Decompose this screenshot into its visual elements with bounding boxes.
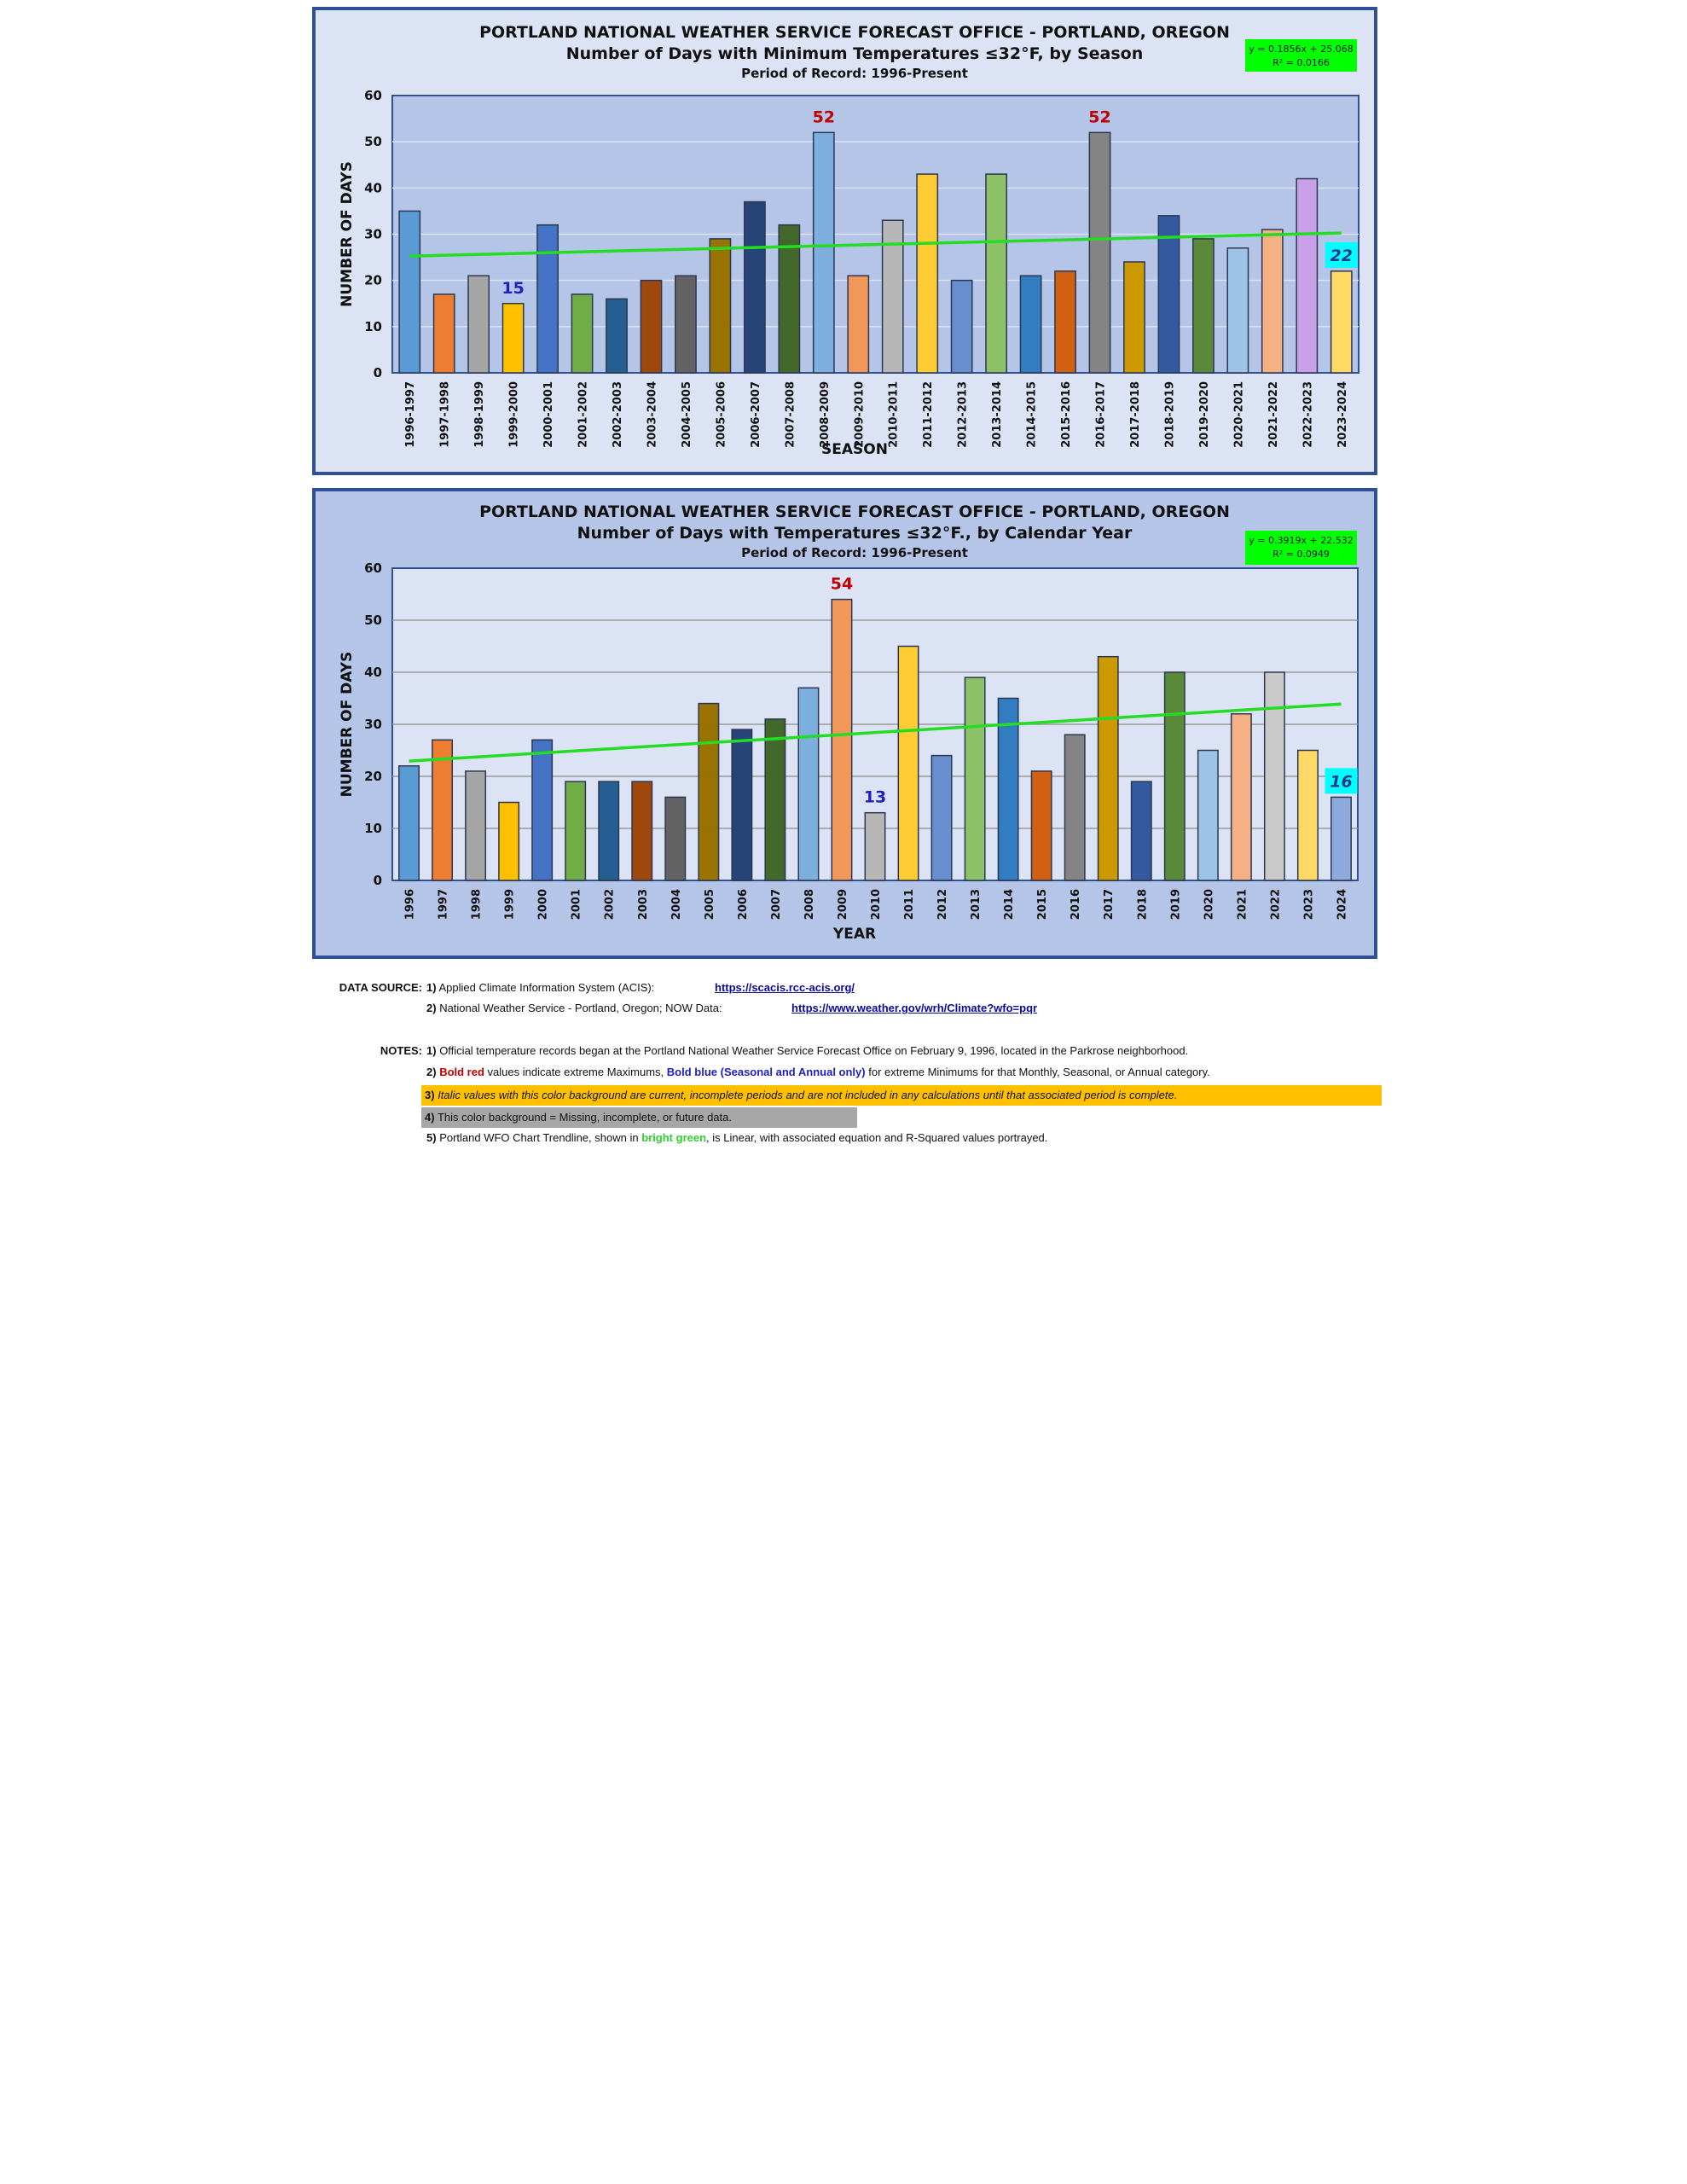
bar-2011 bbox=[898, 647, 918, 881]
bar-2006-2007 bbox=[745, 202, 765, 373]
x-tick-label: 2022-2023 bbox=[1301, 381, 1315, 448]
chart-period-of-record: Period of Record: 1996-Present bbox=[741, 66, 968, 81]
note2-end: for extreme Minimums for that Monthly, Seasonal, or Annual category. bbox=[865, 1066, 1210, 1078]
x-tick-label: 2012-2013 bbox=[956, 381, 970, 448]
bar-2023-2024 bbox=[1331, 271, 1352, 373]
x-tick-label: 1998 bbox=[470, 889, 484, 921]
bar-2016 bbox=[1064, 735, 1084, 880]
x-tick-label: 1996 bbox=[403, 889, 417, 921]
bar-2001-2002 bbox=[571, 294, 592, 373]
bar-2002-2003 bbox=[606, 299, 627, 373]
y-tick-label: 40 bbox=[364, 180, 382, 196]
x-tick-label: 2002-2003 bbox=[612, 381, 625, 448]
value-label-1999-2000: 15 bbox=[501, 278, 525, 298]
note-row-4 bbox=[421, 1107, 857, 1128]
bar-2015 bbox=[1031, 771, 1051, 880]
x-tick-label: 2021 bbox=[1236, 889, 1249, 921]
y-tick-label: 10 bbox=[364, 318, 382, 334]
x-tick-label: 2018-2019 bbox=[1163, 381, 1177, 448]
y-tick-label: 0 bbox=[373, 365, 382, 380]
bar-2013 bbox=[965, 677, 984, 880]
x-tick-label: 2014-2015 bbox=[1025, 381, 1039, 448]
bar-2008-2009 bbox=[814, 132, 834, 373]
bar-2013-2014 bbox=[986, 174, 1006, 373]
bar-2000-2001 bbox=[537, 225, 558, 373]
chart-subtitle: Number of Days with Temperatures ≤32°F., by Calendar Year bbox=[577, 524, 1133, 543]
bar-2000 bbox=[532, 740, 552, 880]
x-tick-label: 2013 bbox=[970, 889, 983, 921]
x-tick-label: 2009-2010 bbox=[853, 381, 867, 448]
x-tick-label: 2020-2021 bbox=[1232, 381, 1246, 448]
x-tick-label: 2006-2007 bbox=[749, 381, 762, 448]
note1-number: 1) bbox=[426, 1044, 437, 1057]
y-tick-label: 20 bbox=[364, 272, 382, 288]
x-tick-label: 2010 bbox=[870, 889, 883, 921]
note3-number: 3) bbox=[425, 1089, 435, 1101]
x-tick-label: 2006 bbox=[736, 889, 750, 921]
x-tick-label: 2000 bbox=[536, 889, 550, 921]
annual-chart-panel bbox=[312, 488, 1377, 959]
chart-title: PORTLAND NATIONAL WEATHER SERVICE FORECAST OFFICE - PORTLAND, OREGON bbox=[479, 502, 1230, 521]
bar-2002 bbox=[599, 781, 618, 880]
y-axis-label: NUMBER OF DAYS bbox=[339, 161, 356, 307]
bar-1996 bbox=[399, 766, 419, 880]
source1-text: Applied Climate Information System (ACIS): bbox=[438, 981, 655, 994]
x-tick-label: 2017-2018 bbox=[1128, 381, 1142, 448]
x-axis-label: SEASON bbox=[821, 441, 888, 458]
bar-2016-2017 bbox=[1089, 132, 1110, 373]
x-tick-label: 2009 bbox=[836, 889, 849, 921]
note5-number: 5) bbox=[426, 1131, 437, 1144]
source1-number: 1) bbox=[426, 981, 437, 994]
x-tick-label: 1997 bbox=[437, 889, 450, 921]
bar-2017 bbox=[1099, 657, 1118, 880]
x-tick-label: 1996-1997 bbox=[404, 381, 418, 448]
value-label-2023-2024: 22 bbox=[1330, 246, 1353, 265]
x-tick-label: 2007-2008 bbox=[784, 381, 797, 448]
bar-1999 bbox=[499, 803, 519, 881]
y-tick-label: 60 bbox=[364, 561, 382, 576]
note5-text-b: , is Linear, with associated equation and R-Squared values portrayed. bbox=[706, 1131, 1048, 1144]
x-tick-label: 2008 bbox=[803, 889, 816, 921]
chart-period-of-record: Period of Record: 1996-Present bbox=[741, 545, 968, 561]
bar-1997-1998 bbox=[434, 294, 455, 373]
x-tick-label: 2005-2006 bbox=[715, 381, 728, 448]
x-tick-label: 1999-2000 bbox=[507, 381, 521, 448]
x-tick-label: 2019 bbox=[1169, 889, 1183, 921]
note2-number: 2) bbox=[426, 1066, 437, 1078]
x-tick-label: 2008-2009 bbox=[818, 381, 832, 448]
y-tick-label: 30 bbox=[364, 226, 382, 242]
bar-2022 bbox=[1265, 672, 1284, 880]
bar-2005-2006 bbox=[710, 239, 730, 373]
acis-link[interactable]: https://scacis.rcc-acis.org/ bbox=[715, 981, 855, 994]
bar-2009 bbox=[832, 600, 851, 880]
x-tick-label: 2015-2016 bbox=[1060, 381, 1074, 448]
trendline-equation: y = 0.3919x + 22.532 bbox=[1249, 535, 1354, 546]
bar-2012 bbox=[931, 756, 951, 880]
x-tick-label: 1997-1998 bbox=[438, 381, 452, 448]
bar-2020 bbox=[1198, 751, 1218, 881]
bar-2004 bbox=[665, 797, 685, 880]
source2-text: National Weather Service - Portland, Oregon; NOW Data: bbox=[439, 1002, 722, 1014]
bar-2005 bbox=[699, 704, 718, 880]
bar-2001 bbox=[565, 781, 585, 880]
bar-1998-1999 bbox=[468, 276, 489, 373]
x-tick-label: 2022 bbox=[1269, 889, 1283, 921]
y-tick-label: 60 bbox=[364, 88, 382, 103]
x-tick-label: 2013-2014 bbox=[991, 381, 1005, 448]
x-tick-label: 2010-2011 bbox=[887, 381, 901, 448]
y-axis-label: NUMBER OF DAYS bbox=[339, 651, 356, 798]
x-tick-label: 2016 bbox=[1070, 889, 1083, 921]
x-tick-label: 2003-2004 bbox=[646, 381, 659, 448]
bar-2019 bbox=[1165, 672, 1185, 880]
x-tick-label: 2023-2024 bbox=[1336, 381, 1349, 448]
bar-2018-2019 bbox=[1158, 216, 1179, 373]
note-row-3 bbox=[421, 1085, 1382, 1106]
value-label-2008-2009: 52 bbox=[812, 107, 836, 127]
data-source-header: DATA SOURCE: bbox=[339, 981, 422, 994]
nws-now-data-link[interactable]: https://www.weather.gov/wrh/Climate?wfo=pqr bbox=[791, 1002, 1038, 1014]
value-label-2009: 54 bbox=[830, 574, 854, 594]
bar-2023 bbox=[1298, 751, 1318, 881]
trendline-equation: y = 0.1856x + 25.068 bbox=[1249, 44, 1354, 55]
x-tick-label: 2021-2022 bbox=[1267, 381, 1280, 448]
note5-bright-green: bright green bbox=[641, 1131, 707, 1144]
bar-2020-2021 bbox=[1227, 248, 1248, 373]
note-row-5 bbox=[426, 1131, 1047, 1144]
trendline-r-squared: R² = 0.0949 bbox=[1272, 549, 1330, 560]
note2-bold-red: Bold red bbox=[439, 1066, 484, 1078]
seasonal-freeze-days-chart bbox=[316, 10, 1374, 472]
y-tick-label: 50 bbox=[364, 134, 382, 150]
y-tick-label: 20 bbox=[364, 769, 382, 784]
bar-2006 bbox=[732, 729, 751, 880]
x-tick-label: 2018 bbox=[1136, 889, 1150, 921]
bar-2003-2004 bbox=[641, 281, 661, 373]
x-tick-label: 2001-2002 bbox=[577, 381, 590, 448]
bar-2004-2005 bbox=[675, 276, 696, 373]
bar-2011-2012 bbox=[917, 174, 937, 373]
bar-2024 bbox=[1331, 797, 1351, 880]
y-tick-label: 40 bbox=[364, 665, 382, 680]
bar-2021-2022 bbox=[1262, 229, 1283, 373]
bar-2009-2010 bbox=[848, 276, 868, 373]
bar-2010 bbox=[865, 813, 884, 880]
y-tick-label: 0 bbox=[373, 873, 382, 888]
value-label-2010: 13 bbox=[863, 787, 887, 807]
chart-title: PORTLAND NATIONAL WEATHER SERVICE FORECAST OFFICE - PORTLAND, OREGON bbox=[479, 23, 1230, 42]
x-tick-label: 2011-2012 bbox=[922, 381, 936, 448]
x-tick-label: 2015 bbox=[1036, 889, 1050, 921]
y-tick-label: 50 bbox=[364, 613, 382, 628]
x-tick-label: 2001 bbox=[570, 889, 583, 921]
x-tick-label: 1999 bbox=[503, 889, 517, 921]
notes-header: NOTES: bbox=[380, 1044, 422, 1057]
source2-number: 2) bbox=[426, 1002, 437, 1014]
chart-subtitle: Number of Days with Minimum Temperatures ≤32°F, by Season bbox=[565, 44, 1144, 63]
bar-1998 bbox=[466, 771, 485, 880]
note2-bold-blue: Bold blue (Seasonal and Annual only) bbox=[666, 1066, 866, 1078]
x-tick-label: 2011 bbox=[903, 889, 917, 921]
x-tick-label: 2005 bbox=[703, 889, 716, 921]
x-tick-label: 2004 bbox=[670, 889, 683, 921]
bar-2007 bbox=[765, 719, 785, 880]
bar-2015-2016 bbox=[1055, 271, 1075, 373]
bar-1996-1997 bbox=[399, 211, 420, 373]
trendline-r-squared: R² = 0.0166 bbox=[1272, 57, 1330, 68]
x-tick-label: 1998-1999 bbox=[473, 381, 487, 448]
seasonal-chart-panel bbox=[312, 7, 1377, 475]
note5-text-a: Portland WFO Chart Trendline, shown in bbox=[439, 1131, 642, 1144]
x-tick-label: 2020 bbox=[1203, 889, 1216, 921]
x-tick-label: 2024 bbox=[1336, 889, 1349, 921]
bar-2018 bbox=[1132, 781, 1151, 880]
note4-text: This color background = Missing, incomplete, or future data. bbox=[437, 1111, 732, 1124]
bar-1999-2000 bbox=[502, 304, 523, 373]
x-tick-label: 2019-2020 bbox=[1197, 381, 1211, 448]
x-tick-label: 2023 bbox=[1302, 889, 1316, 921]
bar-2019-2020 bbox=[1193, 239, 1214, 373]
x-tick-label: 2014 bbox=[1003, 889, 1017, 921]
note4-number: 4) bbox=[425, 1111, 435, 1124]
bar-2003 bbox=[632, 781, 652, 880]
value-label-2016-2017: 52 bbox=[1088, 107, 1111, 127]
x-tick-label: 2004-2005 bbox=[680, 381, 693, 448]
bar-2008 bbox=[798, 688, 818, 880]
y-tick-label: 10 bbox=[364, 821, 382, 836]
x-tick-label: 2016-2017 bbox=[1094, 381, 1108, 448]
value-label-2024: 16 bbox=[1330, 772, 1353, 792]
bar-2017-2018 bbox=[1124, 262, 1145, 373]
note-row-2 bbox=[426, 1066, 1210, 1078]
note1-text: Official temperature records began at the Portland National Weather Service Forecast Office on February 9, 1996, located in the Parkrose neighborhood. bbox=[439, 1044, 1189, 1057]
annual-freeze-days-chart bbox=[316, 491, 1374, 956]
x-tick-label: 2002 bbox=[603, 889, 617, 921]
x-axis-label: YEAR bbox=[832, 926, 877, 943]
note3-text: Italic values with this color background are current, incomplete periods and are not included in any calculations until that associated period is complete. bbox=[438, 1089, 1178, 1101]
bar-2014-2015 bbox=[1020, 276, 1041, 373]
x-tick-label: 2012 bbox=[936, 889, 950, 921]
x-tick-label: 2017 bbox=[1103, 889, 1116, 921]
bar-2012-2013 bbox=[952, 281, 972, 373]
bar-2021 bbox=[1232, 714, 1251, 880]
y-tick-label: 30 bbox=[364, 717, 382, 732]
bar-2022-2023 bbox=[1296, 179, 1317, 374]
note2-mid: values indicate extreme Maximums, bbox=[484, 1066, 667, 1078]
x-tick-label: 2003 bbox=[636, 889, 650, 921]
x-tick-label: 2000-2001 bbox=[542, 381, 556, 448]
x-tick-label: 2007 bbox=[769, 889, 783, 921]
